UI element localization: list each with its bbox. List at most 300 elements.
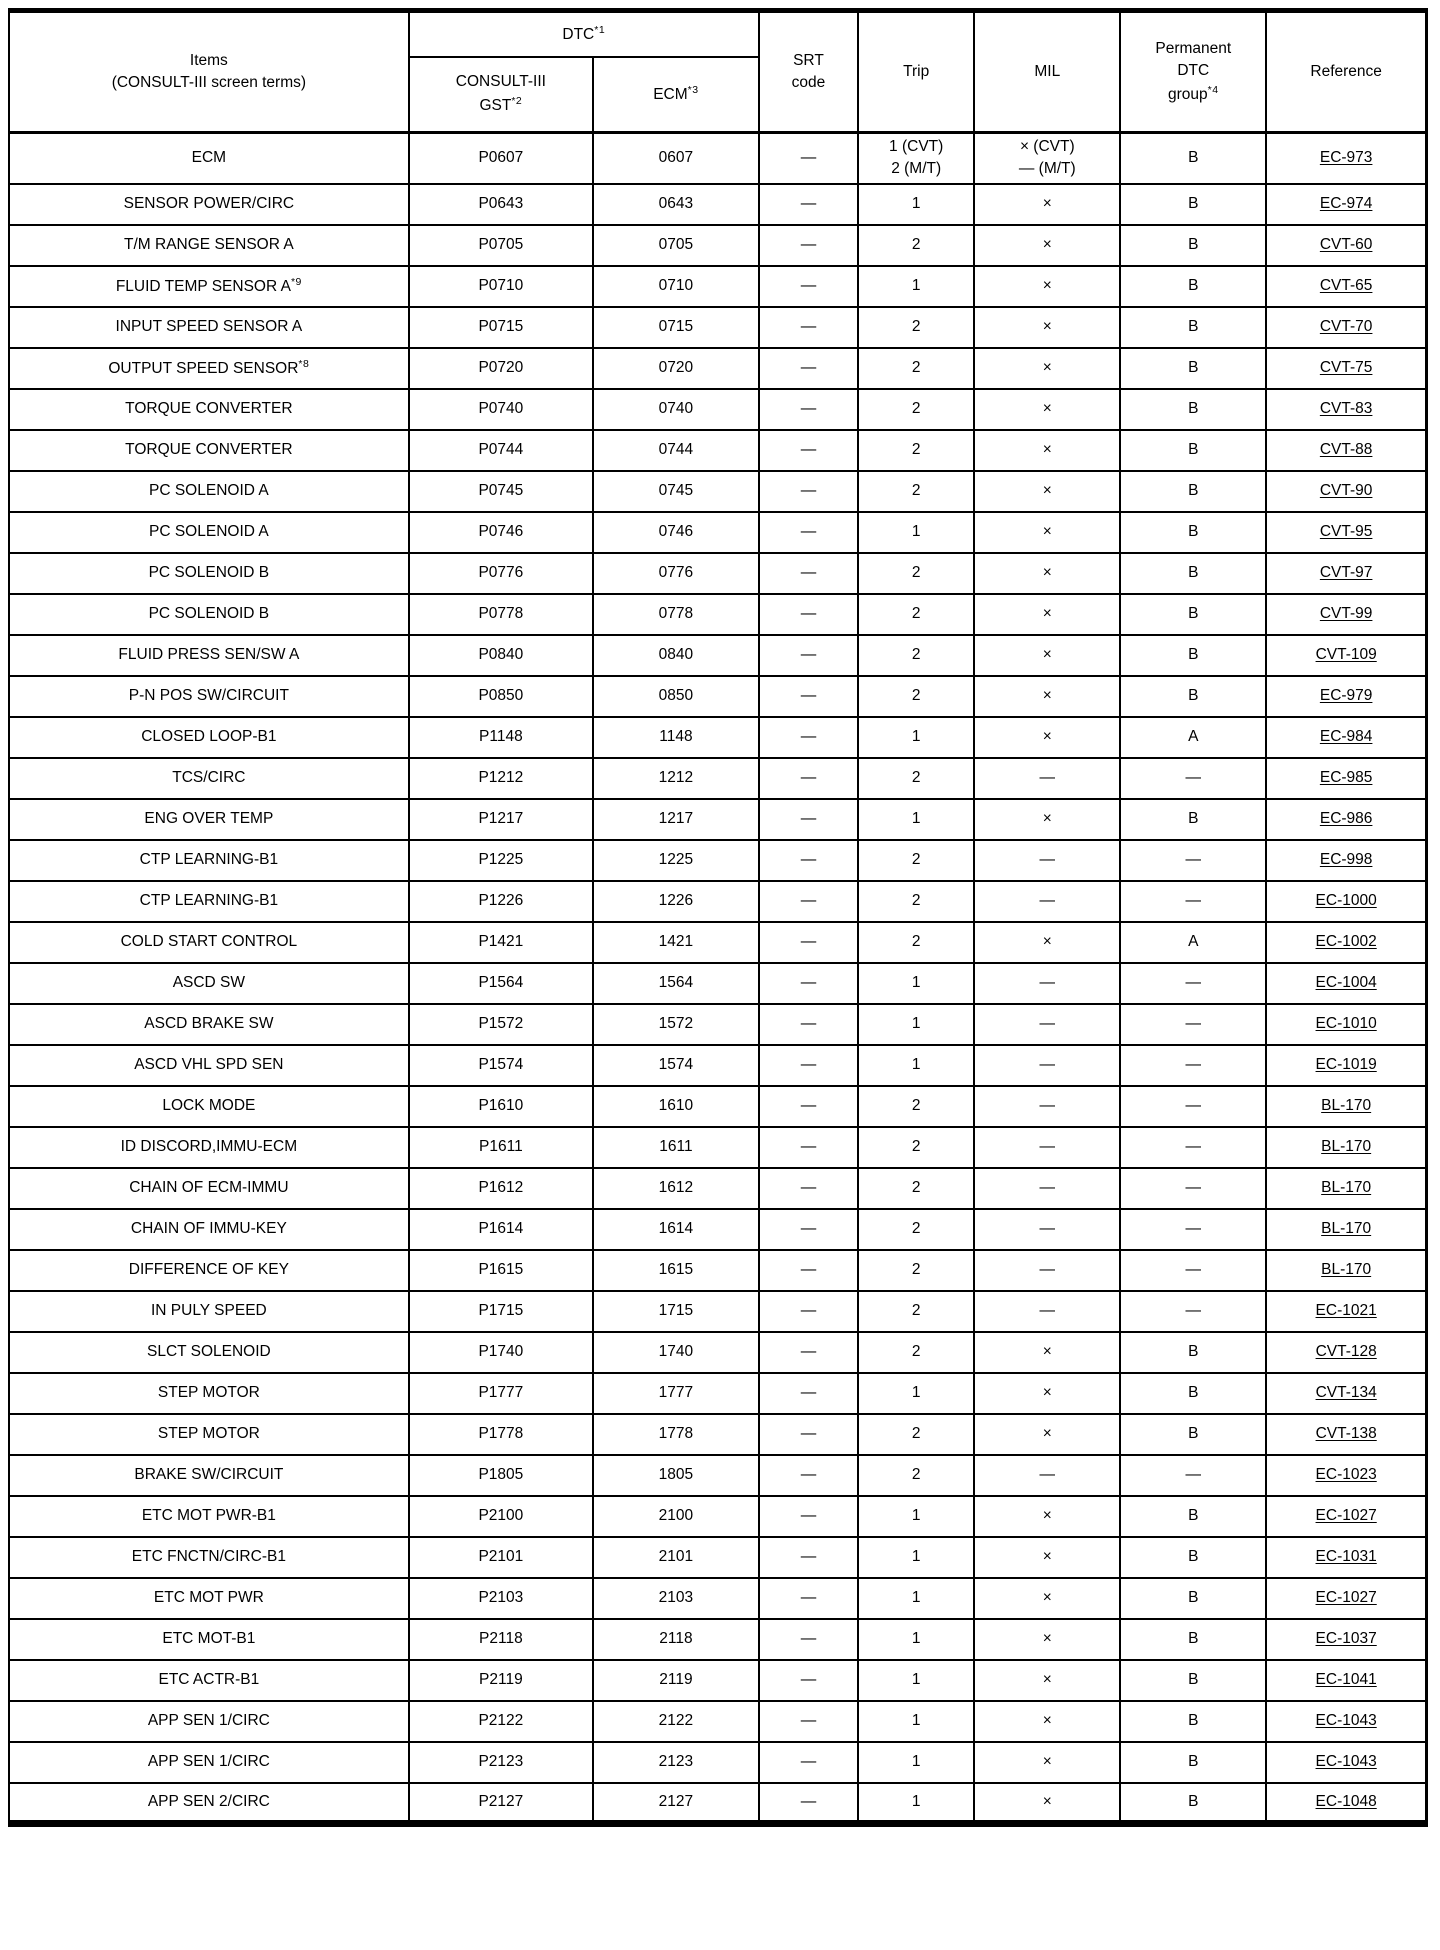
item-label: BRAKE SW/CIRCUIT xyxy=(134,1465,284,1483)
header-row-1 xyxy=(9,11,1427,57)
trip-cell: 1 xyxy=(858,1742,974,1783)
reference-cell xyxy=(1266,717,1426,758)
reference-link[interactable]: EC-986 xyxy=(1319,809,1373,827)
trip-cell: 2 xyxy=(858,1168,974,1209)
col-header-mil: MIL xyxy=(974,11,1120,133)
col-header-permanent-dtc-group xyxy=(1120,11,1266,133)
ecm-code-cell: 2119 xyxy=(593,1660,759,1701)
permanent-header-line3 xyxy=(1125,83,1261,106)
item-cell xyxy=(9,348,409,389)
col-header-reference: Reference xyxy=(1266,11,1426,133)
consult-gst-cell: P0746 xyxy=(409,512,593,553)
trip-cell: 1 xyxy=(858,1578,974,1619)
consult-gst-cell: P1217 xyxy=(409,799,593,840)
ecm-code-cell: 0715 xyxy=(593,307,759,348)
table-row xyxy=(9,840,1427,881)
ecm-code-cell: 0840 xyxy=(593,635,759,676)
reference-cell xyxy=(1266,184,1426,225)
consult-gst-cell: P1574 xyxy=(409,1045,593,1086)
item-cell xyxy=(9,471,409,512)
consult-gst-cell: P1610 xyxy=(409,1086,593,1127)
trip-cell: 1 xyxy=(858,1783,974,1824)
reference-link[interactable]: EC-1043 xyxy=(1315,1752,1377,1770)
permanent-dtc-group-cell: — xyxy=(1120,1086,1266,1127)
mil-cell: — xyxy=(974,758,1120,799)
items-header-line2: (CONSULT-III screen terms) xyxy=(111,74,307,91)
srt-code-cell: — xyxy=(759,1373,858,1414)
reference-link[interactable]: EC-974 xyxy=(1319,194,1373,212)
item-label: APP SEN 1/CIRC xyxy=(147,1711,270,1729)
item-cell xyxy=(9,266,409,307)
trip-cell: 1 xyxy=(858,512,974,553)
consult-gst-cell: P2122 xyxy=(409,1701,593,1742)
reference-link[interactable]: EC-1048 xyxy=(1315,1792,1377,1810)
trip-cell: 1 xyxy=(858,1537,974,1578)
items-header-line1: Items xyxy=(189,51,228,69)
ecm-code-cell: 1611 xyxy=(593,1127,759,1168)
reference-link[interactable]: CVT-70 xyxy=(1319,317,1373,335)
reference-cell xyxy=(1266,1045,1426,1086)
reference-link[interactable]: CVT-128 xyxy=(1315,1342,1377,1360)
consult-gst-cell: P1615 xyxy=(409,1250,593,1291)
table-row xyxy=(9,389,1427,430)
permanent-dtc-group-cell: — xyxy=(1120,758,1266,799)
permanent-dtc-group-cell: — xyxy=(1120,1250,1266,1291)
reference-link[interactable]: CVT-60 xyxy=(1319,235,1373,253)
col-header-ecm xyxy=(593,57,759,133)
srt-code-cell: — xyxy=(759,1496,858,1537)
item-cell xyxy=(9,1209,409,1250)
table-row xyxy=(9,184,1427,225)
mil-cell-line: — (M/T) xyxy=(1018,160,1076,178)
ecm-code-cell: 1805 xyxy=(593,1455,759,1496)
mil-cell: — xyxy=(974,1168,1120,1209)
trip-cell-line: 1 (CVT) xyxy=(889,138,944,155)
item-label: CHAIN OF ECM-IMMU xyxy=(129,1178,289,1196)
reference-link[interactable]: EC-1041 xyxy=(1315,1670,1377,1688)
reference-link[interactable]: EC-1037 xyxy=(1315,1629,1377,1647)
consult-gst-cell: P1572 xyxy=(409,1004,593,1045)
reference-link[interactable]: CVT-138 xyxy=(1315,1424,1377,1442)
item-label: CHAIN OF IMMU-KEY xyxy=(130,1219,287,1237)
ecm-code-cell: 2127 xyxy=(593,1783,759,1824)
trip-cell: 2 xyxy=(858,1291,974,1332)
mil-cell: — xyxy=(974,881,1120,922)
item-footnote-marker: *8 xyxy=(298,357,310,370)
trip-cell: 2 xyxy=(858,553,974,594)
mil-cell: — xyxy=(974,1250,1120,1291)
mil-cell: × xyxy=(974,307,1120,348)
item-cell xyxy=(9,133,409,184)
trip-cell: 2 xyxy=(858,881,974,922)
table-row xyxy=(9,266,1427,307)
reference-link[interactable]: CVT-90 xyxy=(1319,481,1373,499)
reference-cell xyxy=(1266,1291,1426,1332)
table-row xyxy=(9,1045,1427,1086)
reference-link[interactable]: BL-170 xyxy=(1321,1178,1372,1196)
consult-gst-cell: P1612 xyxy=(409,1168,593,1209)
item-cell xyxy=(9,881,409,922)
reference-cell xyxy=(1266,1250,1426,1291)
item-label: ETC MOT-B1 xyxy=(162,1629,256,1647)
srt-code-cell: — xyxy=(759,758,858,799)
mil-cell: × xyxy=(974,389,1120,430)
permanent-dtc-group-cell: B xyxy=(1120,266,1266,307)
permanent-dtc-group-cell: B xyxy=(1120,1619,1266,1660)
consult-gst-cell: P2119 xyxy=(409,1660,593,1701)
permanent-dtc-group-cell: B xyxy=(1120,184,1266,225)
mil-cell: × xyxy=(974,1373,1120,1414)
permanent-dtc-group-cell: — xyxy=(1120,840,1266,881)
reference-cell xyxy=(1266,1660,1426,1701)
col-header-srt-code xyxy=(759,11,858,133)
col-header-dtc xyxy=(409,11,759,57)
item-cell xyxy=(9,1127,409,1168)
item-cell xyxy=(9,963,409,1004)
item-label: ETC ACTR-B1 xyxy=(158,1670,260,1688)
mil-cell: × xyxy=(974,266,1120,307)
consult-gst-cell: P2127 xyxy=(409,1783,593,1824)
item-cell xyxy=(9,430,409,471)
table-row xyxy=(9,553,1427,594)
permanent-group-label: group xyxy=(1168,85,1208,103)
consult-gst-cell: P0643 xyxy=(409,184,593,225)
ecm-code-cell: 2101 xyxy=(593,1537,759,1578)
item-label: ETC MOT PWR xyxy=(153,1588,264,1606)
mil-cell: × xyxy=(974,717,1120,758)
gst-label: GST xyxy=(479,96,512,114)
reference-link[interactable]: CVT-88 xyxy=(1319,440,1373,458)
item-cell xyxy=(9,1660,409,1701)
reference-cell xyxy=(1266,1373,1426,1414)
col-header-trip: Trip xyxy=(858,11,974,133)
reference-link[interactable]: BL-170 xyxy=(1321,1137,1372,1155)
srt-code-cell: — xyxy=(759,1701,858,1742)
table-row xyxy=(9,1455,1427,1496)
trip-cell: 1 xyxy=(858,1619,974,1660)
srt-code-cell: — xyxy=(759,389,858,430)
consult-gst-cell: P0776 xyxy=(409,553,593,594)
mil-cell: × xyxy=(974,1783,1120,1824)
consult-gst-cell: P2101 xyxy=(409,1537,593,1578)
ecm-code-cell: 1148 xyxy=(593,717,759,758)
ecm-code-cell: 0710 xyxy=(593,266,759,307)
permanent-dtc-group-cell: B xyxy=(1120,1701,1266,1742)
reference-link[interactable]: BL-170 xyxy=(1321,1219,1372,1237)
permanent-dtc-group-cell: B xyxy=(1120,799,1266,840)
permanent-dtc-group-cell: A xyxy=(1120,717,1266,758)
reference-link[interactable]: EC-998 xyxy=(1319,850,1373,868)
srt-code-cell: — xyxy=(759,471,858,512)
table-row xyxy=(9,676,1427,717)
col-header-consult-gst xyxy=(409,57,593,133)
reference-link[interactable]: EC-1031 xyxy=(1315,1547,1377,1565)
reference-link[interactable]: EC-1010 xyxy=(1315,1014,1377,1032)
permanent-dtc-group-cell: B xyxy=(1120,1496,1266,1537)
trip-cell: 2 xyxy=(858,635,974,676)
srt-code-cell: — xyxy=(759,594,858,635)
item-label: OUTPUT SPEED SENSOR xyxy=(108,359,299,377)
ecm-code-cell: 1612 xyxy=(593,1168,759,1209)
mil-cell: — xyxy=(974,1291,1120,1332)
reference-link[interactable]: EC-984 xyxy=(1319,727,1373,745)
consult-gst-cell: P1225 xyxy=(409,840,593,881)
reference-cell xyxy=(1266,430,1426,471)
item-footnote-marker: *9 xyxy=(290,275,302,288)
trip-cell: 1 xyxy=(858,1373,974,1414)
trip-cell: 1 xyxy=(858,1004,974,1045)
reference-cell xyxy=(1266,840,1426,881)
item-cell xyxy=(9,1537,409,1578)
table-row xyxy=(9,307,1427,348)
col-header-items xyxy=(9,11,409,133)
reference-link[interactable]: EC-1021 xyxy=(1315,1301,1377,1319)
consult-gst-cell: P0740 xyxy=(409,389,593,430)
reference-cell xyxy=(1266,1127,1426,1168)
table-row xyxy=(9,1291,1427,1332)
trip-cell: 2 xyxy=(858,1127,974,1168)
srt-code-cell: — xyxy=(759,1783,858,1824)
permanent-group-footnote-marker: *4 xyxy=(1207,83,1219,96)
consult-gst-cell: P1226 xyxy=(409,881,593,922)
srt-code-cell: — xyxy=(759,1537,858,1578)
srt-code-cell: — xyxy=(759,1250,858,1291)
reference-cell xyxy=(1266,225,1426,266)
consult-gst-cell: P1740 xyxy=(409,1332,593,1373)
trip-cell: 2 xyxy=(858,594,974,635)
ecm-code-cell: 1715 xyxy=(593,1291,759,1332)
reference-cell xyxy=(1266,758,1426,799)
item-label: P-N POS SW/CIRCUIT xyxy=(128,686,289,704)
table-row xyxy=(9,348,1427,389)
mil-cell: × xyxy=(974,1496,1120,1537)
item-cell xyxy=(9,1291,409,1332)
mil-cell: × xyxy=(974,1742,1120,1783)
reference-link[interactable]: EC-1002 xyxy=(1315,932,1377,950)
reference-cell xyxy=(1266,799,1426,840)
ecm-code-cell: 0745 xyxy=(593,471,759,512)
permanent-dtc-group-cell: B xyxy=(1120,1373,1266,1414)
item-cell xyxy=(9,1455,409,1496)
gst-header-line2 xyxy=(414,94,588,117)
trip-cell: 2 xyxy=(858,1209,974,1250)
item-cell xyxy=(9,840,409,881)
item-label: INPUT SPEED SENSOR A xyxy=(115,317,303,335)
reference-cell xyxy=(1266,1783,1426,1824)
permanent-dtc-group-cell: B xyxy=(1120,1660,1266,1701)
permanent-dtc-group-cell: B xyxy=(1120,676,1266,717)
reference-link[interactable]: BL-170 xyxy=(1321,1096,1372,1114)
item-cell xyxy=(9,594,409,635)
mil-cell-line: × (CVT) xyxy=(1019,138,1075,155)
srt-code-cell: — xyxy=(759,922,858,963)
table-row xyxy=(9,225,1427,266)
permanent-dtc-group-cell: B xyxy=(1120,553,1266,594)
srt-code-cell: — xyxy=(759,512,858,553)
item-label: ASCD VHL SPD SEN xyxy=(134,1055,284,1073)
consult-gst-cell: P2123 xyxy=(409,1742,593,1783)
mil-cell: × xyxy=(974,594,1120,635)
trip-cell: 2 xyxy=(858,922,974,963)
mil-cell: — xyxy=(974,840,1120,881)
reference-link[interactable]: CVT-65 xyxy=(1319,276,1373,294)
trip-cell-line: 2 (M/T) xyxy=(891,160,942,178)
srt-code-cell: — xyxy=(759,963,858,1004)
item-label: FLUID PRESS SEN/SW A xyxy=(118,645,300,663)
srt-code-cell: — xyxy=(759,1619,858,1660)
reference-link[interactable]: EC-979 xyxy=(1319,686,1373,704)
consult-gst-cell: P2118 xyxy=(409,1619,593,1660)
reference-link[interactable]: BL-170 xyxy=(1321,1260,1372,1278)
item-cell xyxy=(9,1373,409,1414)
reference-link[interactable]: CVT-75 xyxy=(1319,358,1373,376)
ecm-code-cell: 0744 xyxy=(593,430,759,471)
srt-code-cell: — xyxy=(759,1004,858,1045)
item-label: PC SOLENOID A xyxy=(149,522,269,540)
ecm-footnote-marker: *3 xyxy=(687,83,699,96)
consult-gst-cell: P2100 xyxy=(409,1496,593,1537)
item-label: ASCD BRAKE SW xyxy=(144,1014,274,1032)
srt-code-cell: — xyxy=(759,348,858,389)
permanent-dtc-group-cell: — xyxy=(1120,1168,1266,1209)
consult-gst-cell: P0840 xyxy=(409,635,593,676)
ecm-code-cell: 0720 xyxy=(593,348,759,389)
consult-gst-cell: P0705 xyxy=(409,225,593,266)
ecm-code-cell: 1212 xyxy=(593,758,759,799)
srt-code-cell: — xyxy=(759,1086,858,1127)
reference-link[interactable]: EC-1043 xyxy=(1315,1711,1377,1729)
trip-cell: 2 xyxy=(858,676,974,717)
reference-link[interactable]: EC-973 xyxy=(1319,149,1373,166)
table-row xyxy=(9,133,1427,184)
reference-link[interactable]: EC-985 xyxy=(1319,768,1373,786)
table-row xyxy=(9,922,1427,963)
trip-cell: 1 xyxy=(858,717,974,758)
trip-cell: 2 xyxy=(858,389,974,430)
mil-cell: — xyxy=(974,1045,1120,1086)
mil-cell: × xyxy=(974,635,1120,676)
permanent-dtc-group-cell: B xyxy=(1120,307,1266,348)
reference-link[interactable]: EC-1000 xyxy=(1315,891,1377,909)
item-label: STEP MOTOR xyxy=(157,1424,260,1442)
reference-cell xyxy=(1266,133,1426,184)
reference-link[interactable]: EC-1019 xyxy=(1315,1055,1377,1073)
item-cell xyxy=(9,635,409,676)
reference-link[interactable]: CVT-97 xyxy=(1319,563,1373,581)
ecm-header-label: ECM xyxy=(653,85,688,103)
item-label: SLCT SOLENOID xyxy=(146,1342,271,1360)
trip-cell: 2 xyxy=(858,840,974,881)
permanent-dtc-group-cell: B xyxy=(1120,389,1266,430)
srt-code-cell: — xyxy=(759,1209,858,1250)
item-cell xyxy=(9,225,409,266)
reference-link[interactable]: CVT-109 xyxy=(1315,645,1377,663)
item-label: COLD START CONTROL xyxy=(120,932,298,950)
item-cell xyxy=(9,1742,409,1783)
reference-cell xyxy=(1266,1578,1426,1619)
permanent-dtc-group-cell: — xyxy=(1120,1209,1266,1250)
ecm-code-cell: 1572 xyxy=(593,1004,759,1045)
item-cell xyxy=(9,389,409,430)
reference-link[interactable]: EC-1027 xyxy=(1315,1506,1377,1524)
permanent-header-line1: Permanent xyxy=(1155,39,1232,57)
table-row xyxy=(9,594,1427,635)
reference-link[interactable]: EC-1023 xyxy=(1315,1465,1377,1483)
reference-link[interactable]: EC-1004 xyxy=(1315,973,1377,991)
permanent-dtc-group-cell: B xyxy=(1120,348,1266,389)
table-row xyxy=(9,1414,1427,1455)
ecm-code-cell: 2103 xyxy=(593,1578,759,1619)
reference-link[interactable]: CVT-99 xyxy=(1319,604,1373,622)
trip-cell: 1 xyxy=(858,1660,974,1701)
item-cell xyxy=(9,799,409,840)
permanent-dtc-group-cell: B xyxy=(1120,471,1266,512)
ecm-code-cell: 0746 xyxy=(593,512,759,553)
permanent-dtc-group-cell: — xyxy=(1120,1004,1266,1045)
mil-cell: × xyxy=(974,1332,1120,1373)
reference-cell xyxy=(1266,348,1426,389)
item-cell xyxy=(9,922,409,963)
reference-link[interactable]: EC-1027 xyxy=(1315,1588,1377,1606)
table-row xyxy=(9,430,1427,471)
reference-cell xyxy=(1266,1455,1426,1496)
mil-cell: — xyxy=(974,1209,1120,1250)
mil-cell: — xyxy=(974,1127,1120,1168)
consult-gst-cell: P0850 xyxy=(409,676,593,717)
trip-cell: 1 xyxy=(858,1045,974,1086)
reference-link[interactable]: CVT-83 xyxy=(1319,399,1373,417)
reference-link[interactable]: CVT-95 xyxy=(1319,522,1373,540)
item-label: TORQUE CONVERTER xyxy=(125,440,293,458)
item-label: PC SOLENOID A xyxy=(149,481,269,499)
reference-link[interactable]: CVT-134 xyxy=(1315,1383,1377,1401)
srt-code-cell: — xyxy=(759,1414,858,1455)
item-cell xyxy=(9,1578,409,1619)
item-label: ETC MOT PWR-B1 xyxy=(141,1506,276,1524)
trip-cell: 2 xyxy=(858,1455,974,1496)
srt-code-cell: — xyxy=(759,1168,858,1209)
item-cell xyxy=(9,1250,409,1291)
permanent-dtc-group-cell: B xyxy=(1120,133,1266,184)
consult-gst-cell: P1715 xyxy=(409,1291,593,1332)
srt-code-cell: — xyxy=(759,1291,858,1332)
consult-gst-cell: P0715 xyxy=(409,307,593,348)
item-cell xyxy=(9,1086,409,1127)
reference-cell xyxy=(1266,266,1426,307)
srt-code-cell: — xyxy=(759,881,858,922)
permanent-dtc-group-cell: B xyxy=(1120,1537,1266,1578)
consult-gst-cell: P0744 xyxy=(409,430,593,471)
table-row xyxy=(9,1496,1427,1537)
ecm-code-cell: 0776 xyxy=(593,553,759,594)
ecm-code-cell: 0607 xyxy=(593,133,759,184)
permanent-dtc-group-cell: B xyxy=(1120,1332,1266,1373)
consult-gst-cell: P1805 xyxy=(409,1455,593,1496)
permanent-dtc-group-cell: — xyxy=(1120,963,1266,1004)
ecm-code-cell: 0850 xyxy=(593,676,759,717)
srt-code-cell: — xyxy=(759,225,858,266)
mil-cell: × xyxy=(974,922,1120,963)
srt-code-cell: — xyxy=(759,1045,858,1086)
trip-cell: 2 xyxy=(858,225,974,266)
table-row xyxy=(9,1701,1427,1742)
table-row xyxy=(9,1783,1427,1824)
ecm-code-cell: 1564 xyxy=(593,963,759,1004)
dtc-footnote-marker: *1 xyxy=(594,23,606,36)
item-label: TCS/CIRC xyxy=(172,768,246,786)
permanent-dtc-group-cell: B xyxy=(1120,1414,1266,1455)
consult-gst-cell: P1564 xyxy=(409,963,593,1004)
